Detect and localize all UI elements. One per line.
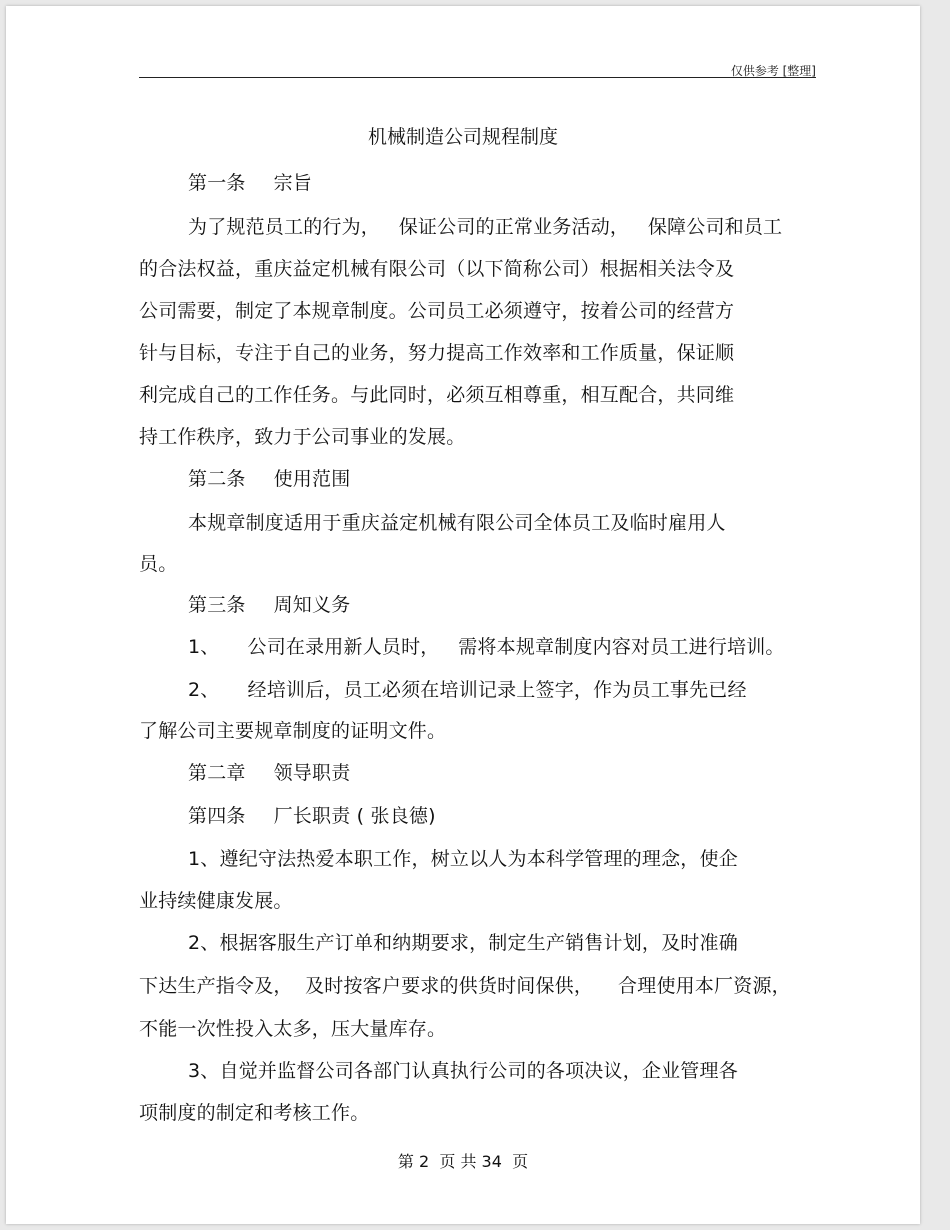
paragraph-line: 员。 xyxy=(139,553,178,575)
paragraph-line: 本规章制度适用于重庆益定机械有限公司全体员工及临时雇用人 xyxy=(188,512,726,534)
paragraph-line: 公司需要，制定了本规章制度。公司员工必须遵守，按着公司的经营方 xyxy=(139,300,735,322)
article-title: 厂长职责 ( 张良德) xyxy=(273,805,436,827)
list-item xyxy=(188,675,747,702)
paragraph-line: 2、根据客服生产订单和纳期要求，制定生产销售计划，及时准确 xyxy=(188,932,738,954)
header-note: 仅供参考 [整理] xyxy=(730,64,816,78)
article-title: 周知义务 xyxy=(273,594,351,616)
article-heading xyxy=(188,168,312,195)
paragraph-line: 为了规范员工的行为， 保证公司的正常业务活动， 保障公司和员工 xyxy=(188,216,783,238)
header-rule xyxy=(139,77,816,78)
article-number: 第三条 xyxy=(188,594,246,616)
list-text: 公司在录用新人员时， 需将本规章制度内容对员工进行培训。 xyxy=(247,636,785,658)
document-page xyxy=(6,6,920,1224)
paragraph-line: 利完成自己的工作任务。与此同时，必须互相尊重，相互配合，共同维 xyxy=(139,384,735,406)
chapter-heading xyxy=(188,758,350,785)
article-title: 使用范围 xyxy=(273,468,351,490)
article-heading xyxy=(188,801,436,828)
paragraph-line: 项制度的制定和考核工作。 xyxy=(139,1102,370,1124)
article-heading xyxy=(188,464,350,491)
article-heading xyxy=(188,590,350,617)
paragraph-line: 的合法权益，重庆益定机械有限公司（以下简称公司）根据相关法令及 xyxy=(139,258,735,280)
paragraph-line: 1、遵纪守法热爱本职工作，树立以人为本科学管理的理念，使企 xyxy=(188,848,738,870)
document-title: 机械制造公司规程制度 xyxy=(367,126,558,148)
article-title: 宗旨 xyxy=(273,172,313,194)
list-number: 1、 xyxy=(188,636,220,658)
paragraph-line: 下达生产指令及， 及时按客户要求的供货时间保供， 合理使用本厂资源， xyxy=(139,975,791,997)
chapter-title: 领导职责 xyxy=(273,762,351,784)
article-number: 第一条 xyxy=(188,172,246,194)
paragraph-line: 不能一次性投入太多，压大量库存。 xyxy=(139,1018,447,1040)
paragraph-line: 针与目标，专注于自己的业务，努力提高工作效率和工作质量，保证顺 xyxy=(139,342,735,364)
page-footer: 第 2 页 共 34 页 xyxy=(397,1152,529,1171)
list-item xyxy=(188,632,785,659)
paragraph-line: 了解公司主要规章制度的证明文件。 xyxy=(139,720,447,742)
list-number: 2、 xyxy=(188,679,220,701)
article-number: 第四条 xyxy=(188,805,246,827)
chapter-number: 第二章 xyxy=(188,762,246,784)
paragraph-line: 业持续健康发展。 xyxy=(139,890,293,912)
article-number: 第二条 xyxy=(188,468,246,490)
paragraph-line: 持工作秩序，致力于公司事业的发展。 xyxy=(139,426,466,448)
list-text: 经培训后，员工必须在培训记录上签字，作为员工事先已经 xyxy=(247,679,747,701)
paragraph-line: 3、自觉并监督公司各部门认真执行公司的各项决议，企业管理各 xyxy=(188,1060,738,1082)
